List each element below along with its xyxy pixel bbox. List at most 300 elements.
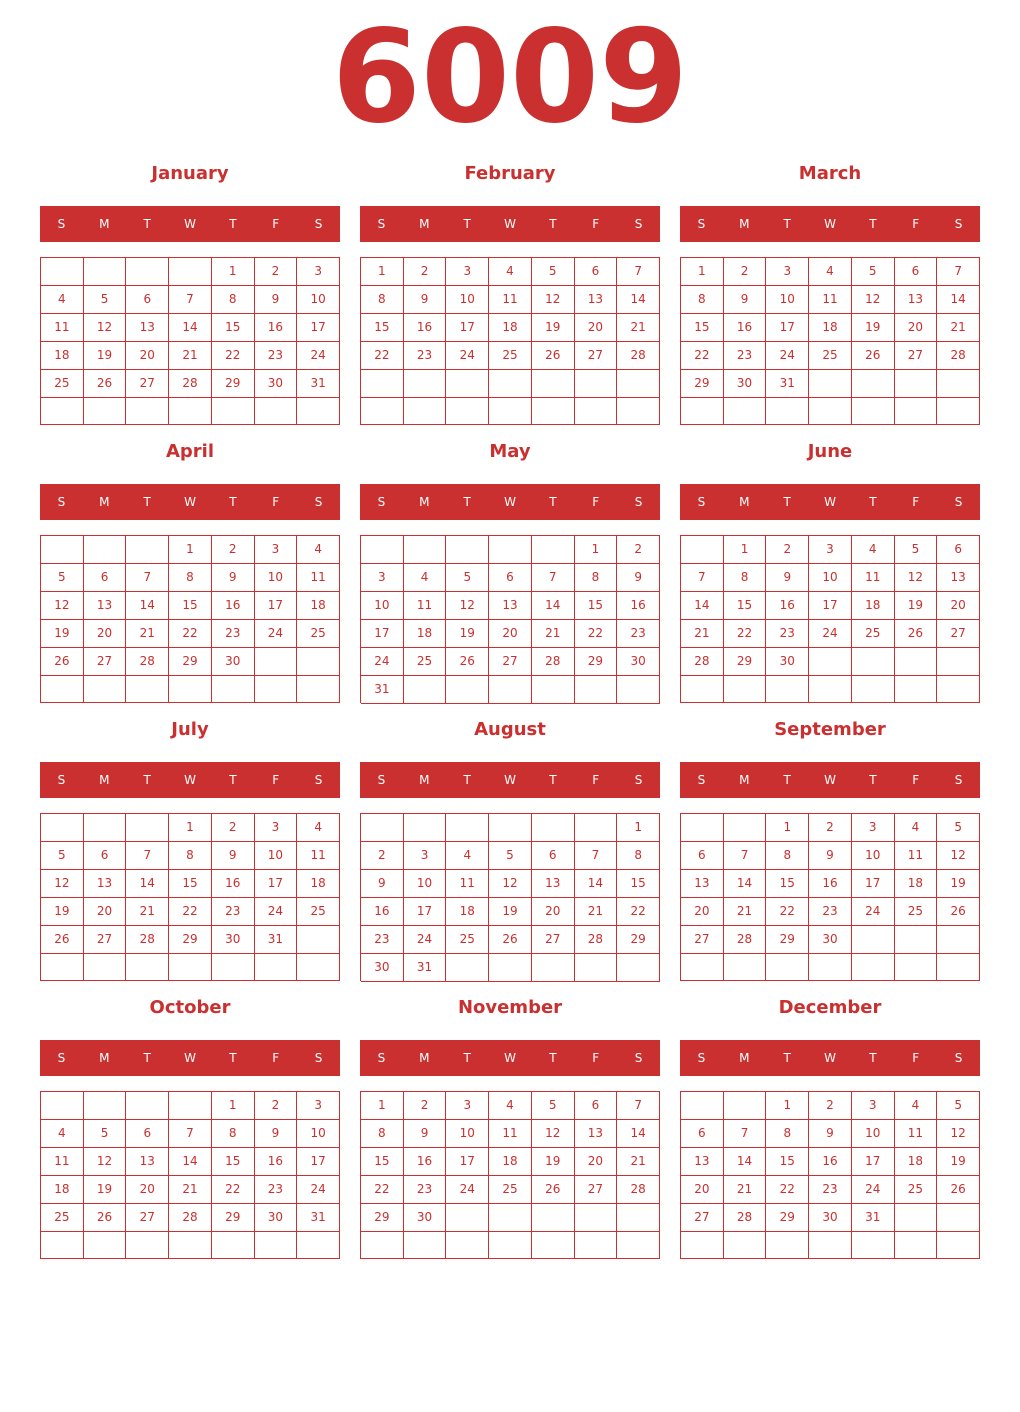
weekday-label: T [143,217,151,231]
day-cell: 1 [617,814,660,842]
day-cell: 3 [255,536,298,564]
empty-cell [532,370,575,398]
day-cell: 12 [852,286,895,314]
weekday-label: T [463,773,471,787]
weekday-label: S [954,495,963,509]
empty-cell [575,954,618,982]
day-cell: 10 [255,842,298,870]
day-cell: 4 [809,258,852,286]
day-cell: 13 [489,592,532,620]
weekday-label: S [697,773,706,787]
empty-cell [681,1232,724,1259]
day-cell: 13 [895,286,938,314]
empty-cell [169,1092,212,1120]
empty-cell [41,398,84,425]
day-cell: 27 [681,1204,724,1232]
day-cell: 13 [575,1120,618,1148]
weekday-label: M [739,773,750,787]
day-cell: 1 [766,1092,809,1120]
empty-cell [617,1232,660,1259]
empty-cell [809,398,852,425]
day-cell: 26 [895,620,938,648]
empty-cell [937,648,980,676]
day-cell: 18 [852,592,895,620]
day-cell: 27 [937,620,980,648]
weekday-label: S [697,495,706,509]
day-cell: 7 [169,286,212,314]
weekday-label: T [869,495,877,509]
empty-cell [84,1092,127,1120]
day-cell: 10 [361,592,404,620]
empty-cell [297,926,340,954]
day-cell: 18 [489,1148,532,1176]
day-cell: 23 [809,898,852,926]
weekday-label: F [272,217,280,231]
day-grid [360,813,660,981]
day-cell: 30 [255,1204,298,1232]
day-cell: 29 [169,926,212,954]
day-cell: 27 [84,648,127,676]
day-cell: 28 [724,926,767,954]
empty-cell [895,370,938,398]
empty-cell [809,1232,852,1259]
day-cell: 2 [404,1092,447,1120]
day-cell: 10 [255,564,298,592]
day-cell: 13 [126,1148,169,1176]
day-cell: 13 [681,1148,724,1176]
day-cell: 18 [895,1148,938,1176]
empty-cell [404,370,447,398]
day-cell: 28 [532,648,575,676]
empty-cell [852,370,895,398]
weekday-label: S [57,495,66,509]
day-cell: 20 [895,314,938,342]
month-december [680,993,980,1263]
day-cell: 26 [937,898,980,926]
day-cell: 19 [895,592,938,620]
weekday-label: T [463,217,471,231]
weekday-label: F [912,773,920,787]
day-cell: 3 [404,842,447,870]
day-cell: 28 [617,342,660,370]
day-cell: 16 [617,592,660,620]
empty-cell [617,1204,660,1232]
empty-cell [809,954,852,981]
month-name: January [151,163,229,184]
day-cell: 12 [532,1120,575,1148]
empty-cell [937,926,980,954]
day-cell: 12 [489,870,532,898]
day-cell: 13 [84,592,127,620]
day-cell: 6 [575,258,618,286]
day-cell: 1 [361,258,404,286]
day-cell: 24 [361,648,404,676]
weekday-label: T [783,773,791,787]
empty-cell [575,1204,618,1232]
day-cell: 5 [895,536,938,564]
day-cell: 12 [41,870,84,898]
weekday-label: S [634,1051,643,1065]
empty-cell [681,398,724,425]
empty-cell [255,648,298,676]
day-cell: 16 [724,314,767,342]
month-name: November [457,997,563,1018]
empty-cell [532,954,575,982]
day-cell: 4 [297,814,340,842]
day-cell: 12 [937,842,980,870]
day-cell: 26 [532,1176,575,1204]
month-june [680,437,980,707]
day-cell: 25 [489,1176,532,1204]
day-cell: 17 [255,592,298,620]
weekday-label: T [229,217,237,231]
day-cell: 16 [255,314,298,342]
day-cell: 31 [361,676,404,704]
weekday-label: W [824,217,836,231]
empty-cell [255,398,298,425]
day-cell: 9 [766,564,809,592]
day-cell: 3 [766,258,809,286]
empty-cell [255,676,298,703]
month-name: October [149,997,231,1018]
month-name: September [774,719,886,740]
empty-cell [617,676,660,704]
day-cell: 20 [84,620,127,648]
day-cell: 18 [297,870,340,898]
day-cell: 15 [169,870,212,898]
day-cell: 14 [937,286,980,314]
weekday-label: M [99,495,110,509]
day-cell: 3 [297,1092,340,1120]
day-cell: 19 [41,898,84,926]
day-cell: 1 [169,536,212,564]
weekday-label: F [592,217,600,231]
day-cell: 28 [126,648,169,676]
weekday-label: S [634,495,643,509]
empty-cell [895,398,938,425]
day-cell: 8 [681,286,724,314]
weekday-label: S [57,773,66,787]
weekday-label: T [229,773,237,787]
empty-cell [766,676,809,703]
day-cell: 20 [84,898,127,926]
day-cell: 14 [532,592,575,620]
empty-cell [41,676,84,703]
day-cell: 21 [126,620,169,648]
day-cell: 8 [724,564,767,592]
day-cell: 13 [84,870,127,898]
day-cell: 2 [361,842,404,870]
empty-cell [489,370,532,398]
day-grid [680,535,980,703]
weekday-label: F [592,495,600,509]
day-cell: 27 [895,342,938,370]
weekday-label: S [634,773,643,787]
weekday-label: W [184,1051,196,1065]
day-cell: 31 [852,1204,895,1232]
day-cell: 21 [937,314,980,342]
day-cell: 12 [84,314,127,342]
weekday-label: M [99,773,110,787]
day-cell: 22 [617,898,660,926]
day-cell: 20 [681,1176,724,1204]
day-cell: 26 [41,648,84,676]
month-name: August [474,719,546,740]
day-cell: 18 [489,314,532,342]
weekday-label: T [549,495,557,509]
weekday-label: M [739,1051,750,1065]
empty-cell [84,258,127,286]
day-cell: 13 [681,870,724,898]
month-april [40,437,340,707]
day-cell: 7 [575,842,618,870]
month-september [680,715,980,985]
day-cell: 8 [361,286,404,314]
empty-cell [852,648,895,676]
day-cell: 12 [532,286,575,314]
day-cell: 30 [724,370,767,398]
day-cell: 29 [724,648,767,676]
day-cell: 14 [681,592,724,620]
day-cell: 17 [766,314,809,342]
day-cell: 4 [297,536,340,564]
day-cell: 20 [575,314,618,342]
day-cell: 23 [724,342,767,370]
weekday-label: F [272,1051,280,1065]
day-cell: 31 [297,370,340,398]
weekday-label: M [419,773,430,787]
day-cell: 26 [852,342,895,370]
day-cell: 11 [297,564,340,592]
day-cell: 27 [489,648,532,676]
day-cell: 19 [937,870,980,898]
day-cell: 21 [724,1176,767,1204]
weekday-label: S [314,1051,323,1065]
empty-cell [297,954,340,981]
empty-cell [297,398,340,425]
day-cell: 17 [297,1148,340,1176]
day-cell: 4 [41,286,84,314]
day-cell: 2 [809,814,852,842]
weekday-label: S [314,217,323,231]
empty-cell [297,676,340,703]
weekday-label: F [912,1051,920,1065]
day-cell: 4 [404,564,447,592]
day-cell: 17 [446,314,489,342]
weekday-label: F [592,1051,600,1065]
empty-cell [84,398,127,425]
weekday-label: S [377,495,386,509]
weekday-label: T [549,773,557,787]
day-cell: 24 [446,1176,489,1204]
day-cell: 26 [532,342,575,370]
day-cell: 6 [532,842,575,870]
day-cell: 14 [169,1148,212,1176]
day-cell: 21 [169,342,212,370]
empty-cell [41,536,84,564]
day-grid [40,1091,340,1259]
empty-cell [809,370,852,398]
day-cell: 28 [169,370,212,398]
day-cell: 3 [446,1092,489,1120]
day-cell: 8 [617,842,660,870]
day-cell: 10 [446,1120,489,1148]
day-cell: 9 [404,286,447,314]
empty-cell [489,398,532,426]
day-cell: 30 [809,1204,852,1232]
day-cell: 28 [575,926,618,954]
day-cell: 3 [297,258,340,286]
empty-cell [489,1204,532,1232]
day-cell: 21 [724,898,767,926]
month-name: March [798,163,862,184]
day-cell: 13 [575,286,618,314]
month-name: June [807,441,853,462]
day-cell: 8 [766,842,809,870]
weekday-label: M [99,217,110,231]
empty-cell [724,398,767,425]
month-november [360,993,660,1263]
day-grid [40,813,340,981]
day-cell: 23 [617,620,660,648]
day-cell: 9 [212,564,255,592]
weekday-label: T [783,217,791,231]
year-title: 6009 [331,3,689,152]
day-cell: 7 [724,1120,767,1148]
day-cell: 27 [126,1204,169,1232]
day-cell: 8 [212,286,255,314]
day-cell: 22 [575,620,618,648]
empty-cell [41,1232,84,1259]
empty-cell [617,398,660,426]
day-cell: 28 [681,648,724,676]
day-cell: 22 [169,898,212,926]
empty-cell [297,1232,340,1259]
day-cell: 2 [212,536,255,564]
day-cell: 29 [681,370,724,398]
day-cell: 3 [255,814,298,842]
empty-cell [446,1204,489,1232]
day-cell: 1 [169,814,212,842]
day-cell: 18 [297,592,340,620]
day-cell: 6 [126,286,169,314]
day-cell: 23 [809,1176,852,1204]
day-cell: 16 [766,592,809,620]
day-cell: 4 [895,1092,938,1120]
day-cell: 12 [937,1120,980,1148]
day-cell: 27 [84,926,127,954]
weekday-label: M [739,217,750,231]
empty-cell [575,1232,618,1259]
day-cell: 10 [297,286,340,314]
day-cell: 10 [809,564,852,592]
empty-cell [681,814,724,842]
day-cell: 29 [212,370,255,398]
day-cell: 17 [297,314,340,342]
empty-cell [404,536,447,564]
empty-cell [361,398,404,426]
day-cell: 3 [446,258,489,286]
day-cell: 24 [297,342,340,370]
day-cell: 21 [532,620,575,648]
day-cell: 22 [766,898,809,926]
day-cell: 31 [297,1204,340,1232]
day-cell: 4 [41,1120,84,1148]
day-cell: 9 [255,1120,298,1148]
empty-cell [895,926,938,954]
empty-cell [852,398,895,425]
weekday-label: W [504,217,516,231]
day-cell: 14 [724,870,767,898]
weekday-label: S [57,1051,66,1065]
empty-cell [766,954,809,981]
empty-cell [126,814,169,842]
empty-cell [41,814,84,842]
day-cell: 18 [809,314,852,342]
day-cell: 19 [532,1148,575,1176]
weekday-label: F [912,495,920,509]
weekday-label: W [504,773,516,787]
day-cell: 25 [297,620,340,648]
empty-cell [41,258,84,286]
month-name: July [171,719,209,740]
weekday-header [360,206,660,242]
day-cell: 26 [84,370,127,398]
weekday-header [360,484,660,520]
day-cell: 30 [809,926,852,954]
day-cell: 26 [489,926,532,954]
day-cell: 26 [937,1176,980,1204]
empty-cell [255,1232,298,1259]
day-cell: 1 [212,258,255,286]
day-cell: 26 [84,1204,127,1232]
day-cell: 1 [724,536,767,564]
empty-cell [84,536,127,564]
day-cell: 17 [404,898,447,926]
day-grid [360,1091,660,1259]
weekday-label: T [783,495,791,509]
day-cell: 31 [404,954,447,982]
day-cell: 7 [724,842,767,870]
day-cell: 15 [575,592,618,620]
day-cell: 3 [852,814,895,842]
empty-cell [681,676,724,703]
day-cell: 31 [766,370,809,398]
day-cell: 11 [41,314,84,342]
day-cell: 2 [404,258,447,286]
month-january [40,159,340,429]
empty-cell [724,1232,767,1259]
empty-cell [724,676,767,703]
weekday-label: T [463,1051,471,1065]
day-cell: 11 [852,564,895,592]
weekday-label: T [549,217,557,231]
day-cell: 23 [212,620,255,648]
day-cell: 16 [255,1148,298,1176]
empty-cell [895,648,938,676]
empty-cell [532,398,575,426]
empty-cell [361,536,404,564]
day-cell: 5 [852,258,895,286]
day-cell: 4 [446,842,489,870]
weekday-label: M [99,1051,110,1065]
day-cell: 7 [937,258,980,286]
empty-cell [895,676,938,703]
day-cell: 8 [766,1120,809,1148]
day-cell: 8 [212,1120,255,1148]
day-cell: 6 [575,1092,618,1120]
day-cell: 4 [895,814,938,842]
